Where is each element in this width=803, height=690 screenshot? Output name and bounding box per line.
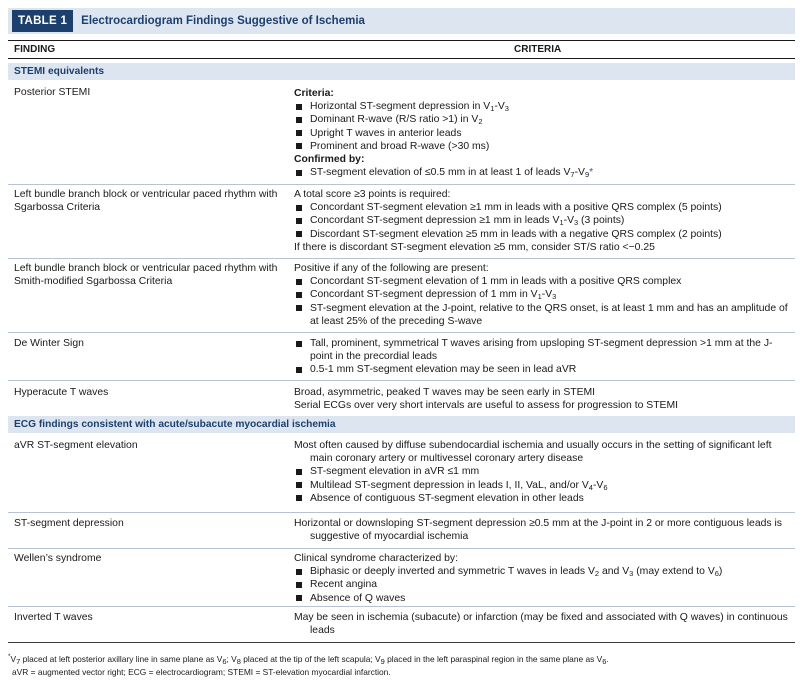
table-row-sgarbossa [8,184,795,258]
list-item: Horizontal ST-segment depression in $V_1-V_3$ [294,100,794,113]
table-title: Electrocardiogram Findings Suggestive of Ischemia [81,15,365,27]
column-header-finding: FINDING [14,44,56,55]
list-item: Recent angina [294,578,794,591]
column-header-criteria: CRITERIA [514,44,562,55]
confirmed-heading: Confirmed by: [294,154,365,166]
list-item: Concordant ST-segment depression of 1 mm in $V_1-V_3$ [294,288,794,301]
finding-cell: Left bundle branch block or ventricular paced rhythm with Sgarbossa Criteria [14,189,278,214]
table-bottom-rule [8,642,795,643]
list-item: ST-segment elevation of ≤0.5 mm in at least 1 of leads $V_7-V_9*$ [294,166,794,179]
criteria-cell [294,611,794,637]
criteria-intro: Clinical syndrome characterized by: [294,553,459,564]
table-label: TABLE 1 [12,10,73,32]
table-row-de-winter [8,332,795,380]
section-label: ECG findings consistent with acute/subacute myocardial ischemia [14,419,336,430]
criteria-text: May be seen in ischemia (subacute) or infarction (may be fixed and associated with Q waves) in continuous leads [294,612,788,637]
finding-cell: Wellen’s syndrome [14,553,102,564]
criteria-cell [294,87,794,179]
list-item: 0.5-1 mm ST-segment elevation may be seen in lead aVR [294,363,794,376]
finding-cell: Inverted T waves [14,612,93,623]
footnote-abbreviations: aVR = augmented vector right; ECG = electrocardiogram; STEMI = ST-elevation myocardial infarction. [12,667,391,677]
list-item: Discordant ST-segment elevation ≥5 mm in leads with a negative QRS complex (2 points) [294,228,794,241]
section-stemi-equivalents [8,63,795,80]
finding-cell: ST-segment depression [14,518,124,529]
criteria-line: Serial ECGs over very short intervals are useful to assess for progression to STEMI [294,400,679,412]
finding-cell: De Winter Sign [14,338,84,349]
criteria-cell [294,386,794,412]
criteria-intro: Positive if any of the following are present: [294,263,489,274]
list-item: Biphasic or deeply inverted and symmetric T waves in leads $V_2$ and $V_3$ (may extend to $V_6$) [294,565,794,578]
header-bottom-rule [8,58,795,59]
criteria-cell [294,188,794,254]
list-item: Concordant ST-segment elevation ≥1 mm in leads with a positive QRS complex (5 points) [294,201,794,214]
list-item: Dominant R-wave (R/S ratio >1) in $V_2$ [294,113,794,126]
criteria-intro: A total score ≥3 points is required: [294,189,451,200]
list-item: Concordant ST-segment depression ≥1 mm in leads $V_1-V_3$ (3 points) [294,214,794,227]
table-row-posterior-stemi [8,84,795,184]
criteria-line: Broad, asymmetric, peaked T waves may be seen early in STEMI [294,387,596,398]
footnote-marker[interactable]: * [589,167,594,179]
finding-cell: Left bundle branch block or ventricular paced rhythm with Smith-modified Sgarbossa Criteria [14,263,278,288]
list-item: Absence of Q waves [294,592,794,605]
table-row-inverted-t [8,606,795,643]
criteria-text: Horizontal or downsloping ST-segment depression ≥0.5 mm at the J-point in 2 or more contiguous leads is suggestive of myocardial ischemia [294,518,782,543]
finding-cell: Hyperacute T waves [14,387,109,398]
list-item: ST-segment elevation in aVR ≤1 mm [294,465,794,478]
list-item: Tall, prominent, symmetrical T waves arising from upsloping ST-segment depression >1 mm at the J-point in the precordial leads [294,337,794,363]
footnote-placement: $^*V_7$ placed at left posterior axillary line in same plane as $V_6$; $V_8$ placed at the tip of the left scapula; $V_9$ placed in the left paraspinal region in the same plane as $V_6$. [8,653,609,666]
criteria-intro: Most often caused by diffuse subendocardial ischemia and usually occurs in the setting of significant left main coronary artery or multivessel coronary artery disease [294,440,772,465]
table-row-avr [8,437,795,511]
criteria-cell [294,517,794,543]
list-item: Multilead ST-segment depression in leads I, II, VaL, and/or $V_4-V_6$ [294,479,794,492]
criteria-cell [294,262,794,328]
table-row-st-depression [8,512,795,548]
criteria-heading: Criteria: [294,88,334,99]
header-top-rule [8,40,795,41]
table-row-smith-sgarbossa [8,258,795,332]
table-row-hyperacute [8,380,795,415]
finding-cell: Posterior STEMI [14,87,91,98]
section-label: STEMI equivalents [14,66,105,77]
list-item: Concordant ST-segment elevation of 1 mm in leads with a positive QRS complex [294,275,794,288]
section-acute-ischemia [8,416,795,433]
criteria-cell [294,337,794,377]
criteria-cell [294,552,794,605]
list-item: Upright T waves in anterior leads [294,127,794,140]
list-item: Prominent and broad R-wave (>30 ms) [294,140,794,153]
table-row-wellens [8,548,795,606]
table-title-bar [8,8,795,34]
list-item: ST-segment elevation at the J-point, relative to the QRS onset, is at least 1 mm and has an amplitude of at least 25% of the preceding S-wave [294,302,794,328]
list-item: Absence of contiguous ST-segment elevation in other leads [294,492,794,505]
criteria-cell [294,439,794,505]
finding-cell: aVR ST-segment elevation [14,440,138,451]
criteria-note: If there is discordant ST-segment elevation ≥5 mm, consider ST/S ratio <−0.25 [294,241,655,253]
